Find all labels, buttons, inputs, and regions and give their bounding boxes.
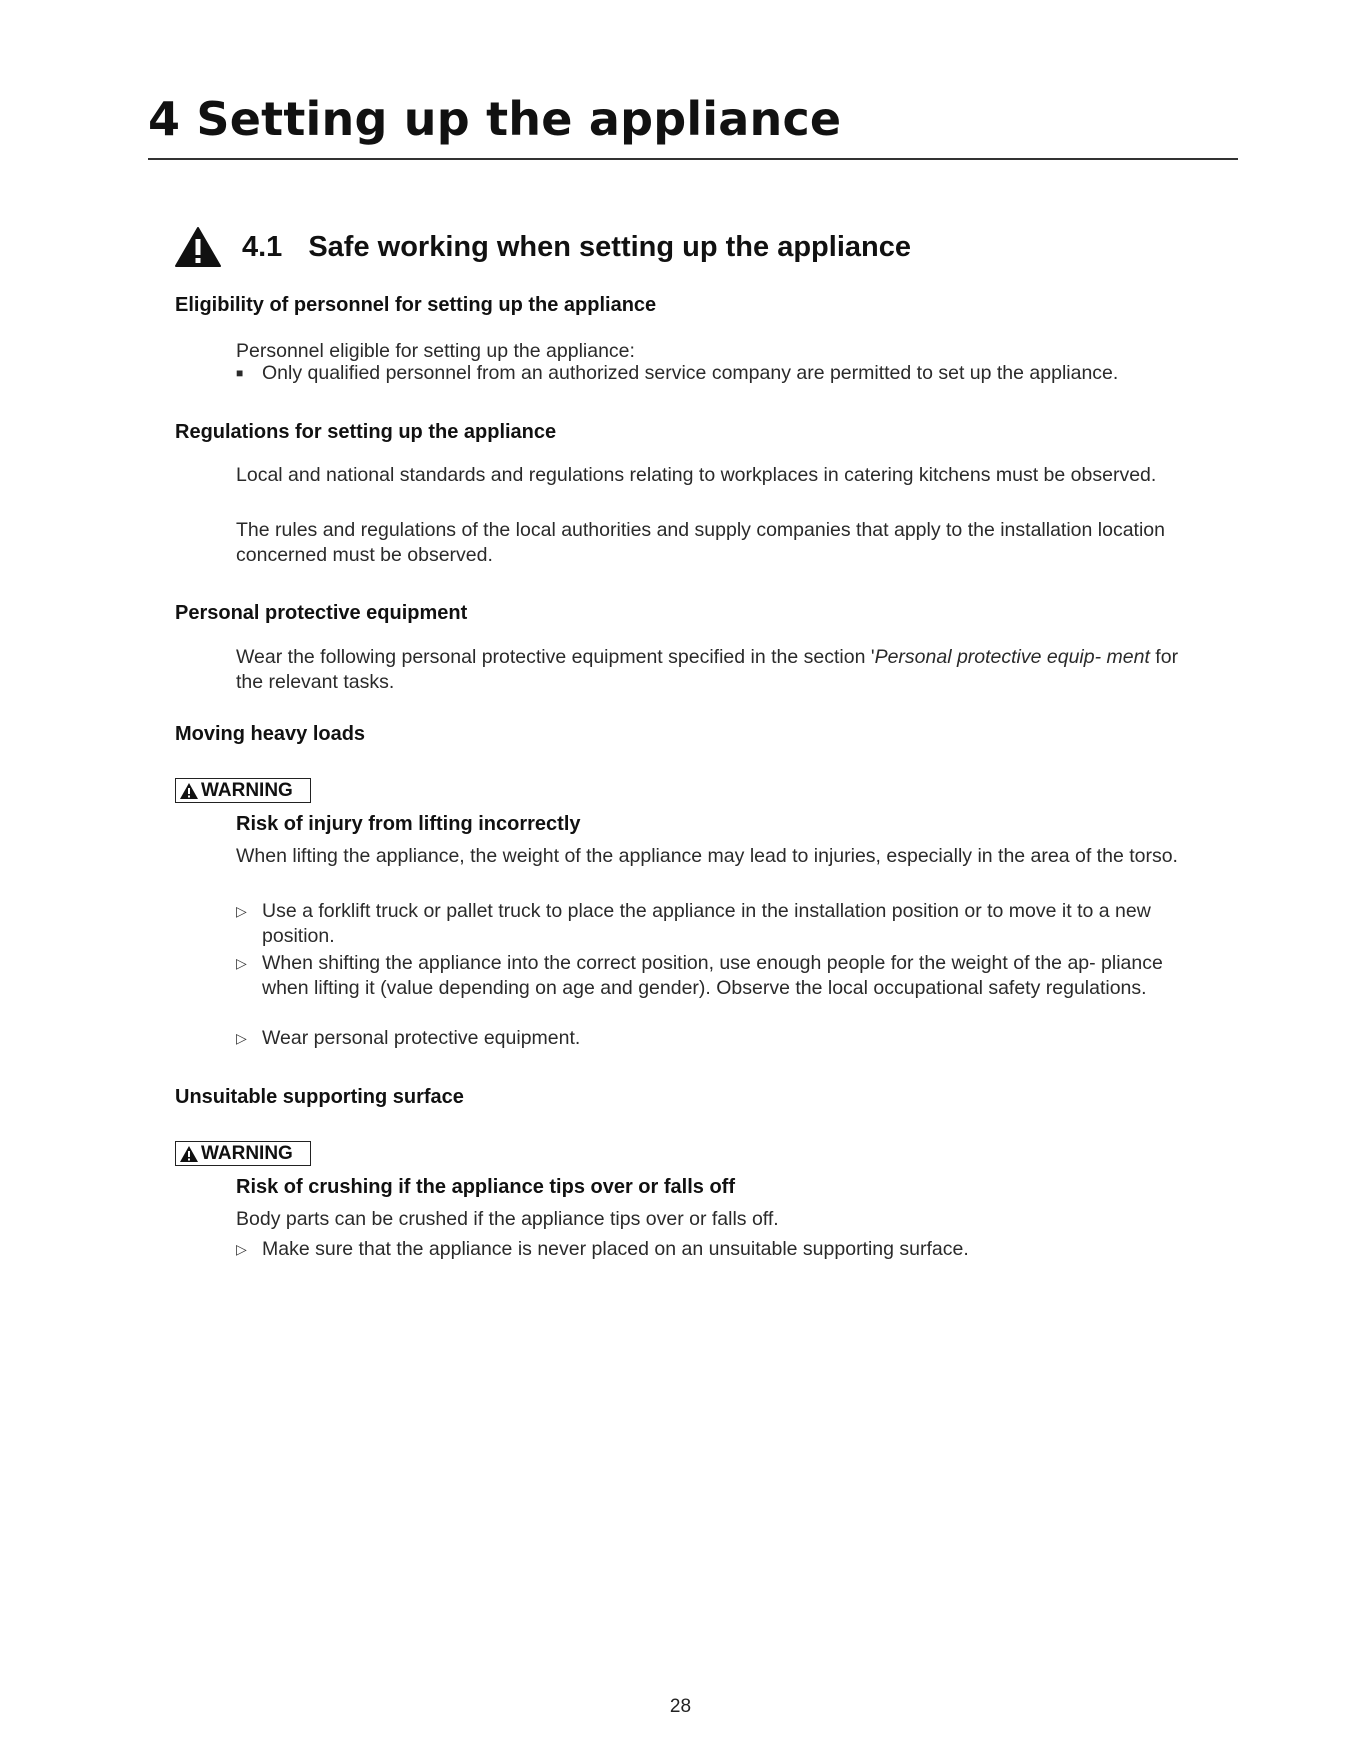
warning-label: WARNING (201, 1142, 293, 1164)
ppe-text: Wear the following personal protective equipment specified in the section ' (236, 646, 875, 668)
list-item (236, 899, 1196, 948)
list-item (236, 1237, 1216, 1262)
section-title: Safe working when setting up the appliance (308, 230, 911, 263)
step-text: Use a forklift truck or pallet truck to place the appliance in the installation position or to move it to a new position. (262, 900, 1151, 947)
regulations-heading: Regulations for setting up the appliance (175, 421, 557, 443)
list-item (236, 951, 1196, 1000)
hazard-title: Risk of crushing if the appliance tips over or falls off (236, 1176, 735, 1198)
bullet-square-icon: ■ (236, 366, 244, 380)
chapter-title: 4 Setting up the appliance (148, 92, 842, 146)
ppe-text-end: for the relevant tasks. (236, 646, 1179, 693)
hazard-description: When lifting the appliance, the weight of the appliance may lead to injuries, especially in the area of the torso. (236, 845, 1178, 867)
step-text: Make sure that the appliance is never placed on an unsuitable supporting surface. (262, 1238, 969, 1260)
heavy-loads-heading: Moving heavy loads (175, 723, 366, 745)
triangle-bullet-icon: ▷ (236, 1030, 247, 1046)
hazard-title: Risk of injury from lifting incorrectly (236, 813, 581, 835)
ppe-section-reference: Personal protective equip- ment (874, 646, 1150, 668)
step-text: When shifting the appliance into the correct position, use enough people for the weight of the ap- pliance when lifting it (value depending on age and gender). Observe the local occupational safety regulations. (262, 952, 1163, 999)
list-item (236, 1026, 1216, 1051)
warning-badge (175, 778, 311, 803)
ppe-heading: Personal protective equipment (175, 602, 468, 624)
triangle-bullet-icon: ▷ (236, 1241, 247, 1257)
step-text: Wear personal protective equipment. (262, 1027, 581, 1049)
section-number: 4.1 (242, 230, 283, 263)
ppe-paragraph (236, 645, 1196, 694)
list-item (236, 361, 1216, 386)
triangle-bullet-icon: ▷ (236, 955, 247, 971)
section-heading (174, 226, 911, 268)
hazard-description: Body parts can be crushed if the appliance tips over or falls off. (236, 1208, 779, 1230)
warning-triangle-icon (179, 1145, 199, 1163)
warning-badge (175, 1141, 311, 1166)
warning-label: WARNING (201, 779, 293, 801)
chapter-divider (148, 158, 1238, 160)
eligibility-intro: Personnel eligible for setting up the appliance: (236, 340, 635, 362)
regulations-paragraph-1: Local and national standards and regulations relating to workplaces in catering kitchens must be observed. (236, 464, 1157, 486)
eligibility-heading: Eligibility of personnel for setting up the appliance (175, 294, 657, 316)
page-number: 28 (669, 1696, 692, 1717)
regulations-paragraph-2: The rules and regulations of the local authorities and supply companies that apply to the installation location concerned must be observed. (236, 519, 1165, 566)
surface-heading: Unsuitable supporting surface (175, 1086, 464, 1108)
warning-triangle-icon (179, 782, 199, 800)
triangle-bullet-icon: ▷ (236, 903, 247, 919)
eligibility-bullet: Only qualified personnel from an authorized service company are permitted to set up the appliance. (262, 362, 1119, 384)
warning-triangle-icon (174, 226, 222, 268)
